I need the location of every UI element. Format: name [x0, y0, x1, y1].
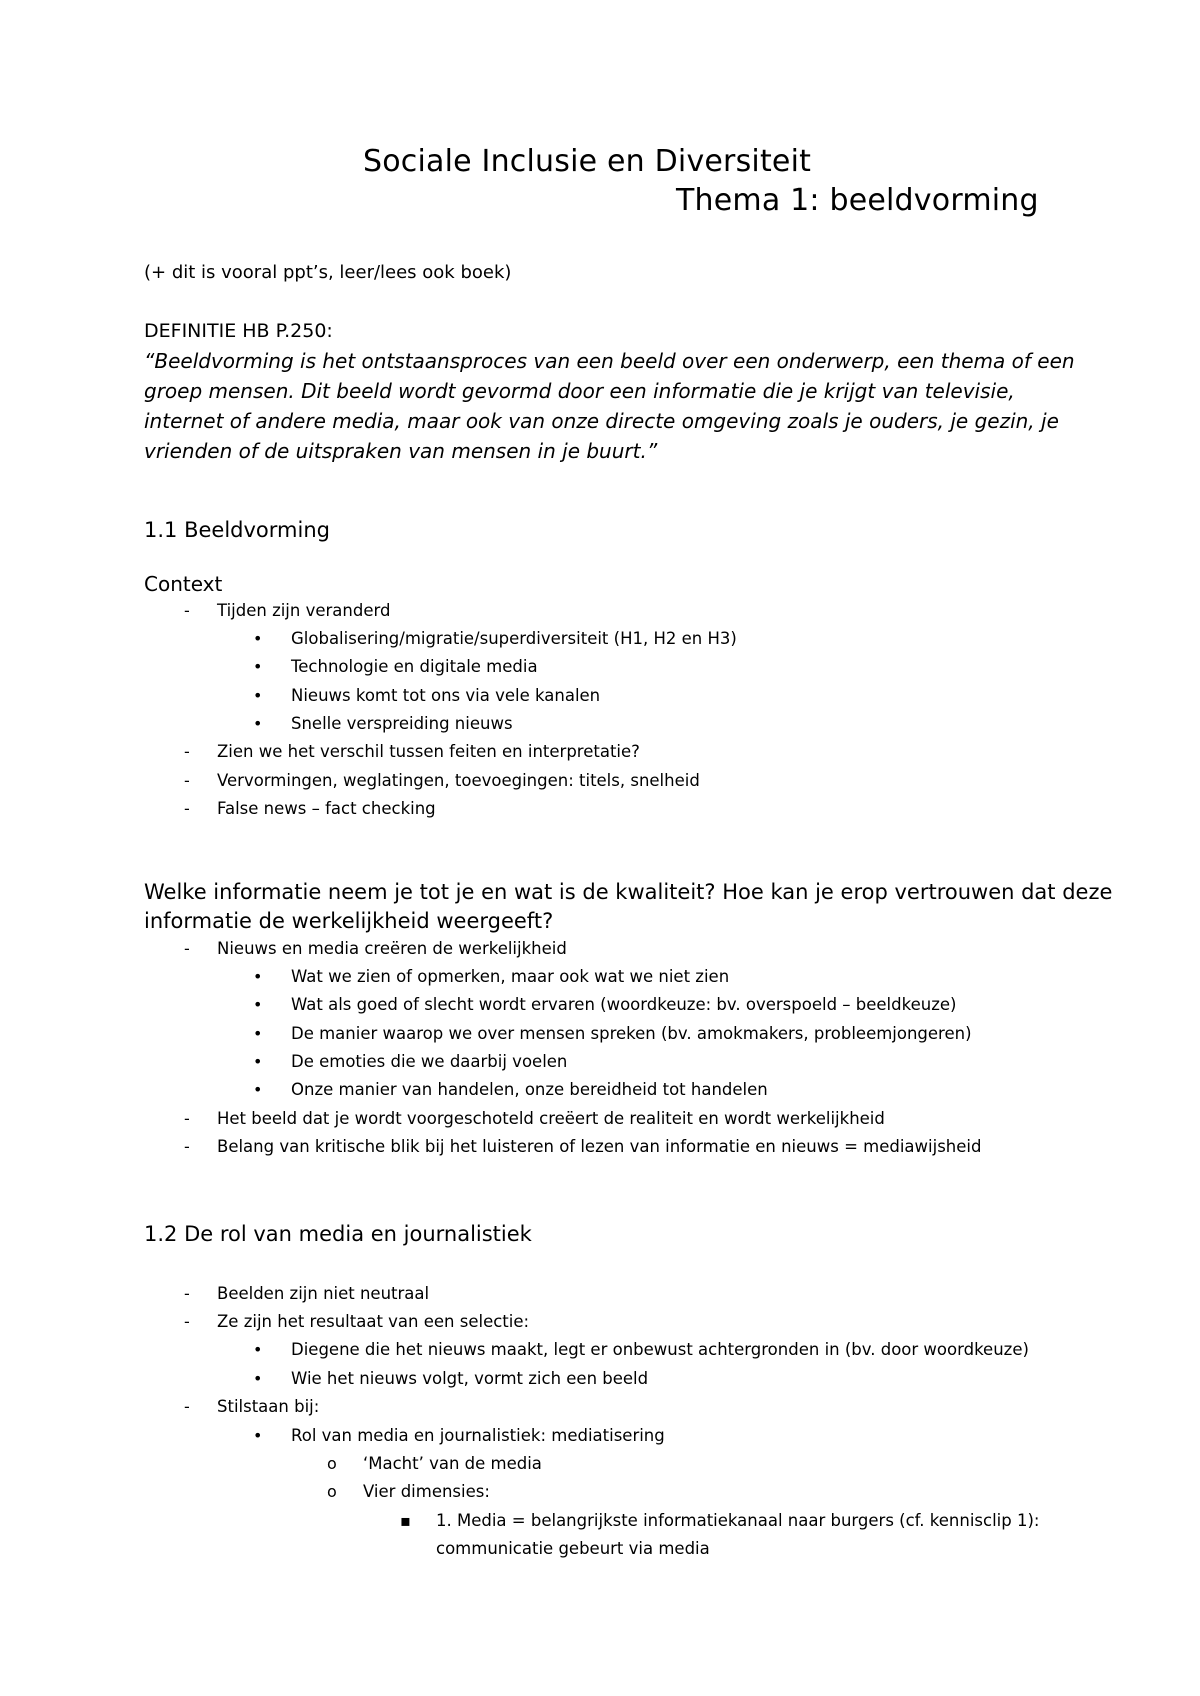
- section-heading-1-1: 1.1 Beeldvorming: [144, 518, 330, 542]
- definition-line: “Beeldvorming is het ontstaansproces van een beeld over een onderwerp, een thema of een: [144, 349, 1075, 373]
- list-item: Wat we zien of opmerken, maar ook wat we niet zien: [291, 967, 730, 986]
- bullet-marker: •: [253, 1080, 263, 1099]
- list-item: Nieuws en media creëren de werkelijkheid: [217, 939, 567, 958]
- context-heading: Context: [144, 572, 223, 596]
- dash-marker: -: [184, 1284, 190, 1303]
- bullet-marker: •: [253, 995, 263, 1014]
- circle-marker: o: [327, 1454, 337, 1473]
- list-item: 1. Media = belangrijkste informatiekanaal naar burgers (cf. kennisclip 1):: [436, 1511, 1040, 1530]
- question-line: Welke informatie neem je tot je en wat is de kwaliteit? Hoe kan je erop vertrouwen dat deze: [144, 880, 1113, 904]
- list-item: False news – fact checking: [217, 799, 436, 818]
- bullet-marker: •: [253, 967, 263, 986]
- list-item: Globalisering/migratie/superdiversiteit (H1, H2 en H3): [291, 629, 737, 648]
- bullet-marker: •: [253, 657, 263, 676]
- dash-marker: -: [184, 771, 190, 790]
- list-item: Stilstaan bij:: [217, 1397, 320, 1416]
- intro-note: (+ dit is vooral ppt’s, leer/lees ook boek): [144, 262, 512, 283]
- list-item: Het beeld dat je wordt voorgeschoteld creëert de realiteit en wordt werkelijkheid: [217, 1109, 885, 1128]
- list-item: De manier waarop we over mensen spreken (bv. amokmakers, probleemjongeren): [291, 1024, 972, 1043]
- list-item: Belang van kritische blik bij het luisteren of lezen van informatie en nieuws = mediawijsheid: [217, 1137, 982, 1156]
- list-item: Nieuws komt tot ons via vele kanalen: [291, 686, 601, 705]
- list-item: ‘Macht’ van de media: [363, 1454, 542, 1473]
- list-item: Tijden zijn veranderd: [217, 601, 391, 620]
- definition-line: internet of andere media, maar ook van onze directe omgeving zoals je ouders, je gezin, je: [144, 409, 1059, 433]
- list-item: Vier dimensies:: [363, 1482, 490, 1501]
- list-item: Diegene die het nieuws maakt, legt er onbewust achtergronden in (bv. door woordkeuze): [291, 1340, 1029, 1359]
- definition-heading: DEFINITIE HB P.250:: [144, 320, 333, 342]
- question-line: informatie de werkelijkheid weergeeft?: [144, 909, 554, 933]
- dash-marker: -: [184, 1109, 190, 1128]
- list-item: Rol van media en journalistiek: mediatisering: [291, 1426, 665, 1445]
- bullet-marker: •: [253, 1052, 263, 1071]
- bullet-marker: •: [253, 1369, 263, 1388]
- list-item: Ze zijn het resultaat van een selectie:: [217, 1312, 530, 1331]
- definition-line: vrienden of de uitspraken van mensen in je buurt.”: [144, 439, 658, 463]
- dash-marker: -: [184, 939, 190, 958]
- dash-marker: -: [184, 1397, 190, 1416]
- bullet-marker: •: [253, 1426, 263, 1445]
- document-subtitle: Thema 1: beeldvorming: [676, 183, 1039, 218]
- circle-marker: o: [327, 1482, 337, 1501]
- dash-marker: -: [184, 1312, 190, 1331]
- dash-marker: -: [184, 742, 190, 761]
- list-item: Onze manier van handelen, onze bereidheid tot handelen: [291, 1080, 768, 1099]
- bullet-marker: •: [253, 629, 263, 648]
- list-item: Zien we het verschil tussen feiten en interpretatie?: [217, 742, 640, 761]
- dash-marker: -: [184, 1137, 190, 1156]
- list-item: Technologie en digitale media: [291, 657, 538, 676]
- list-item: Snelle verspreiding nieuws: [291, 714, 513, 733]
- definition-line: groep mensen. Dit beeld wordt gevormd door een informatie die je krijgt van televisie,: [144, 379, 1015, 403]
- list-item: Beelden zijn niet neutraal: [217, 1284, 430, 1303]
- bullet-marker: •: [253, 714, 263, 733]
- bullet-marker: •: [253, 1340, 263, 1359]
- list-item: Vervormingen, weglatingen, toevoegingen: titels, snelheid: [217, 771, 700, 790]
- document-title: Sociale Inclusie en Diversiteit: [363, 144, 812, 179]
- bullet-marker: •: [253, 686, 263, 705]
- square-marker: ▪: [400, 1511, 411, 1530]
- section-heading-1-2: 1.2 De rol van media en journalistiek: [144, 1222, 532, 1246]
- list-item: De emoties die we daarbij voelen: [291, 1052, 568, 1071]
- list-item: Wie het nieuws volgt, vormt zich een beeld: [291, 1369, 649, 1388]
- dash-marker: -: [184, 799, 190, 818]
- list-item-continuation: communicatie gebeurt via media: [436, 1539, 710, 1558]
- dash-marker: -: [184, 601, 190, 620]
- list-item: Wat als goed of slecht wordt ervaren (woordkeuze: bv. overspoeld – beeldkeuze): [291, 995, 957, 1014]
- bullet-marker: •: [253, 1024, 263, 1043]
